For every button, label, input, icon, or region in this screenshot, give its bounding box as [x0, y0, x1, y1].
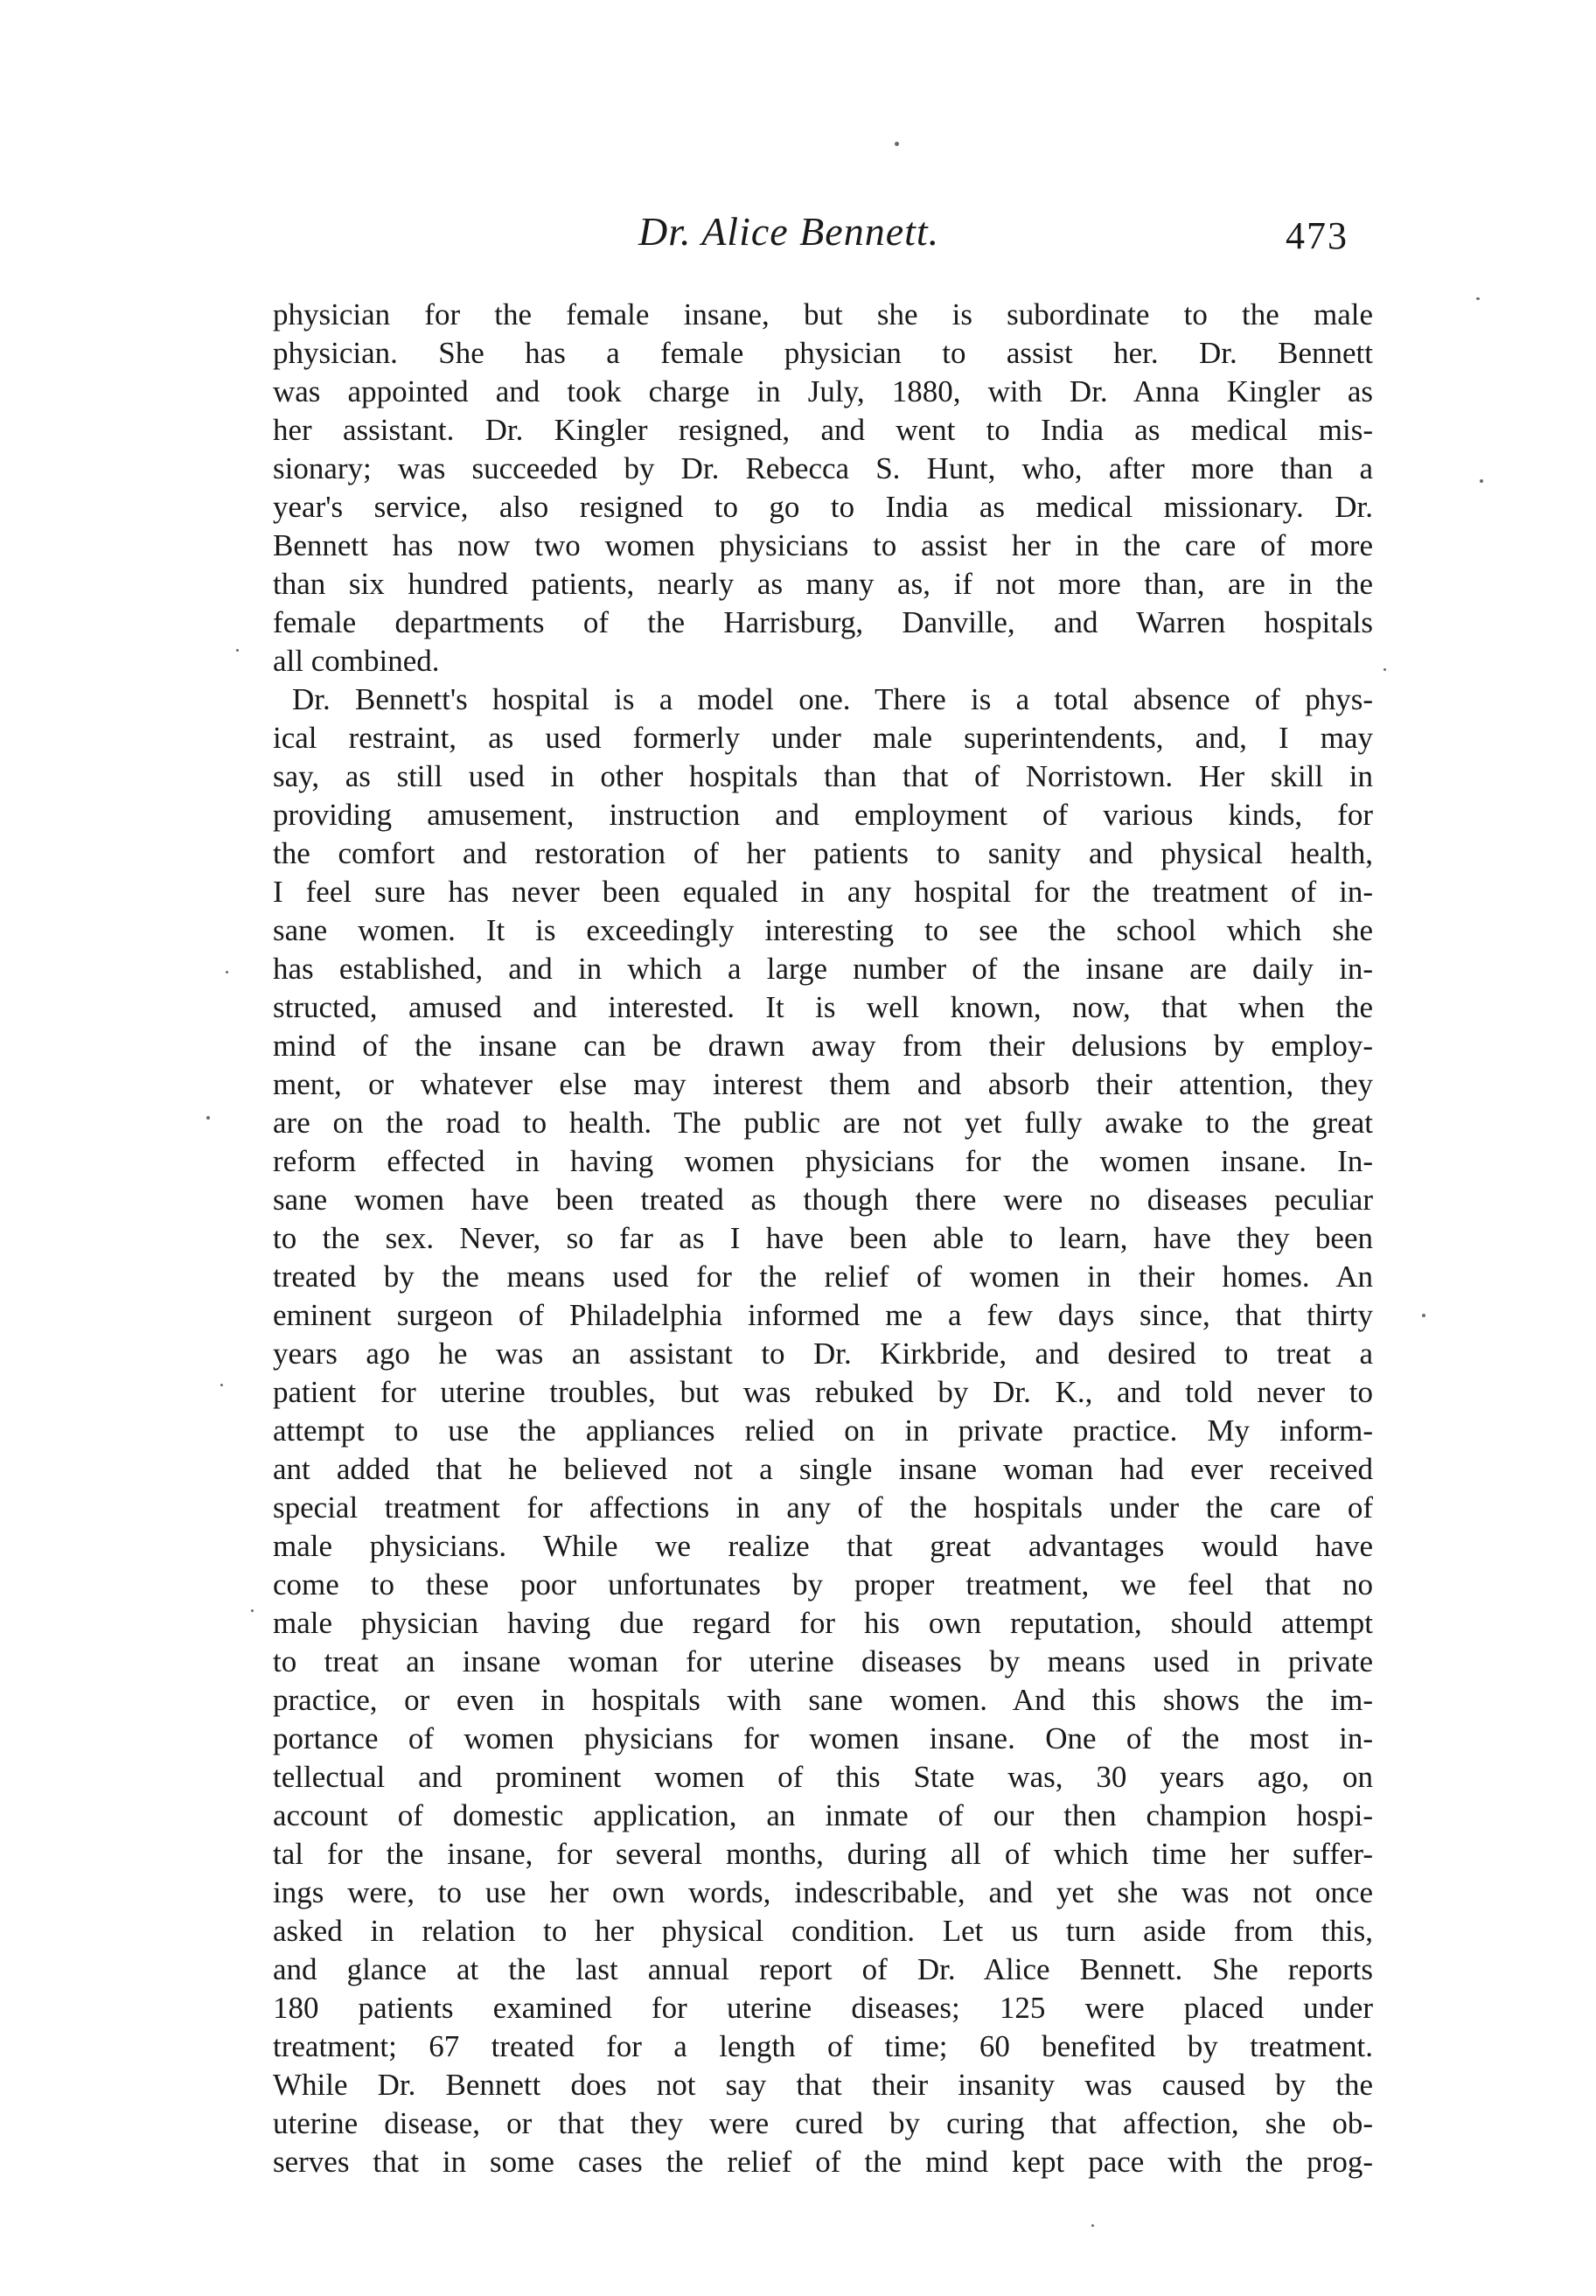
text-line: years ago he was an assistant to Dr. Kirkbride, and desired to treat a — [273, 1336, 1373, 1371]
text-line: was appointed and took charge in July, 1880, with Dr. Anna Kingler as — [273, 374, 1373, 408]
text-line: has established, and in which a large number of the insane are daily in- — [273, 952, 1373, 986]
text-line: sane women have been treated as though there were no diseases peculiar — [273, 1183, 1373, 1217]
text-line: eminent surgeon of Philadelphia informed me a few days since, that thirty — [273, 1298, 1373, 1332]
text-line: female departments of the Harrisburg, Danville, and Warren hospitals — [273, 605, 1373, 639]
text-line: I feel sure has never been equaled in any hospital for the treatment of in- — [273, 875, 1373, 909]
scan-speck — [236, 649, 239, 652]
text-line: structed, amused and interested. It is well known, now, that when the — [273, 990, 1373, 1024]
text-line: male physicians. While we realize that great advantages would have — [273, 1529, 1373, 1563]
paragraph-end-line: all combined. — [273, 644, 440, 678]
text-line: asked in relation to her physical condition. Let us turn aside from this, — [273, 1914, 1373, 1948]
text-line: Bennett has now two women physicians to assist her in the care of more — [273, 528, 1373, 562]
text-line: physician for the female insane, but she is subordinate to the male — [273, 297, 1373, 331]
text-line: ical restraint, as used formerly under male superintendents, and, I may — [273, 721, 1373, 755]
scan-speck — [220, 1384, 223, 1386]
text-line: her assistant. Dr. Kingler resigned, and went to India as medical mis- — [273, 413, 1373, 447]
text-line: come to these poor unfortunates by proper treatment, we feel that no — [273, 1567, 1373, 1602]
text-line: attempt to use the appliances relied on in private practice. My inform- — [273, 1413, 1373, 1448]
text-line: ings were, to use her own words, indescribable, and yet she was not once — [273, 1875, 1373, 1909]
page-number: 473 — [1286, 214, 1349, 257]
text-line: mind of the insane can be drawn away from their delusions by employ- — [273, 1029, 1373, 1063]
scan-speck — [1480, 479, 1483, 483]
scan-speck — [1422, 1314, 1425, 1317]
text-line: to treat an insane woman for uterine diseases by means used in private — [273, 1644, 1373, 1678]
text-line: serves that in some cases the relief of the mind kept pace with the prog- — [273, 2145, 1373, 2179]
text-line: tellectual and prominent women of this State was, 30 years ago, on — [273, 1760, 1373, 1794]
text-line: patient for uterine troubles, but was rebuked by Dr. K., and told never to — [273, 1375, 1373, 1409]
text-line: treatment; 67 treated for a length of time; 60 benefited by treatment. — [273, 2029, 1373, 2063]
scan-speck — [226, 971, 228, 974]
text-line: the comfort and restoration of her patients to sanity and physical health, — [273, 836, 1373, 870]
running-head — [0, 208, 1596, 269]
scan-speck — [895, 142, 899, 146]
text-line: male physician having due regard for his own reputation, should attempt — [273, 1606, 1373, 1640]
text-line: physician. She has a female physician to assist her. Dr. Bennett — [273, 336, 1373, 370]
scan-speck — [251, 1609, 254, 1612]
text-line: are on the road to health. The public are not yet fully awake to the great — [273, 1106, 1373, 1140]
text-line: to the sex. Never, so far as I have been able to learn, have they been — [273, 1221, 1373, 1255]
text-line: ant added that he believed not a single insane woman had ever received — [273, 1452, 1373, 1486]
text-line: tal for the insane, for several months, during all of which time her suffer- — [273, 1837, 1373, 1871]
text-line: treated by the means used for the relief of women in their homes. An — [273, 1260, 1373, 1294]
text-line: providing amusement, instruction and employment of various kinds, for — [273, 798, 1373, 832]
text-line: special treatment for affections in any of the hospitals under the care of — [273, 1490, 1373, 1525]
text-line: ment, or whatever else may interest them and absorb their attention, they — [273, 1067, 1373, 1101]
text-line: than six hundred patients, nearly as many as, if not more than, are in the — [273, 567, 1373, 601]
text-line: While Dr. Bennett does not say that their insanity was caused by the — [273, 2068, 1373, 2102]
text-line: account of domestic application, an inmate of our then champion hospi- — [273, 1798, 1373, 1832]
text-line: sionary; was succeeded by Dr. Rebecca S. Hunt, who, after more than a — [273, 451, 1373, 485]
scan-speck — [1476, 297, 1480, 300]
running-title: Dr. Alice Bennett. — [638, 209, 940, 254]
text-line: year's service, also resigned to go to India as medical missionary. Dr. — [273, 490, 1373, 524]
text-line: say, as still used in other hospitals than that of Norristown. Her skill in — [273, 759, 1373, 793]
text-line: 180 patients examined for uterine diseases; 125 were placed under — [273, 1991, 1373, 2025]
scan-speck — [1383, 668, 1386, 671]
text-line: sane women. It is exceedingly interesting to see the school which she — [273, 913, 1373, 947]
text-line: uterine disease, or that they were cured by curing that affection, she ob- — [273, 2106, 1373, 2140]
text-line: practice, or even in hospitals with sane women. And this shows the im- — [273, 1683, 1373, 1717]
scan-speck — [1091, 2224, 1094, 2227]
text-line: reform effected in having women physicians for the women insane. In- — [273, 1144, 1373, 1178]
text-line: and glance at the last annual report of Dr. Alice Bennett. She reports — [273, 1952, 1373, 1986]
body-text — [273, 296, 1373, 2181]
scan-speck — [206, 1116, 210, 1120]
paragraph-start-line: Dr. Bennett's hospital is a model one. There is a total absence of phys- — [292, 682, 1373, 716]
text-line: portance of women physicians for women insane. One of the most in- — [273, 1721, 1373, 1755]
